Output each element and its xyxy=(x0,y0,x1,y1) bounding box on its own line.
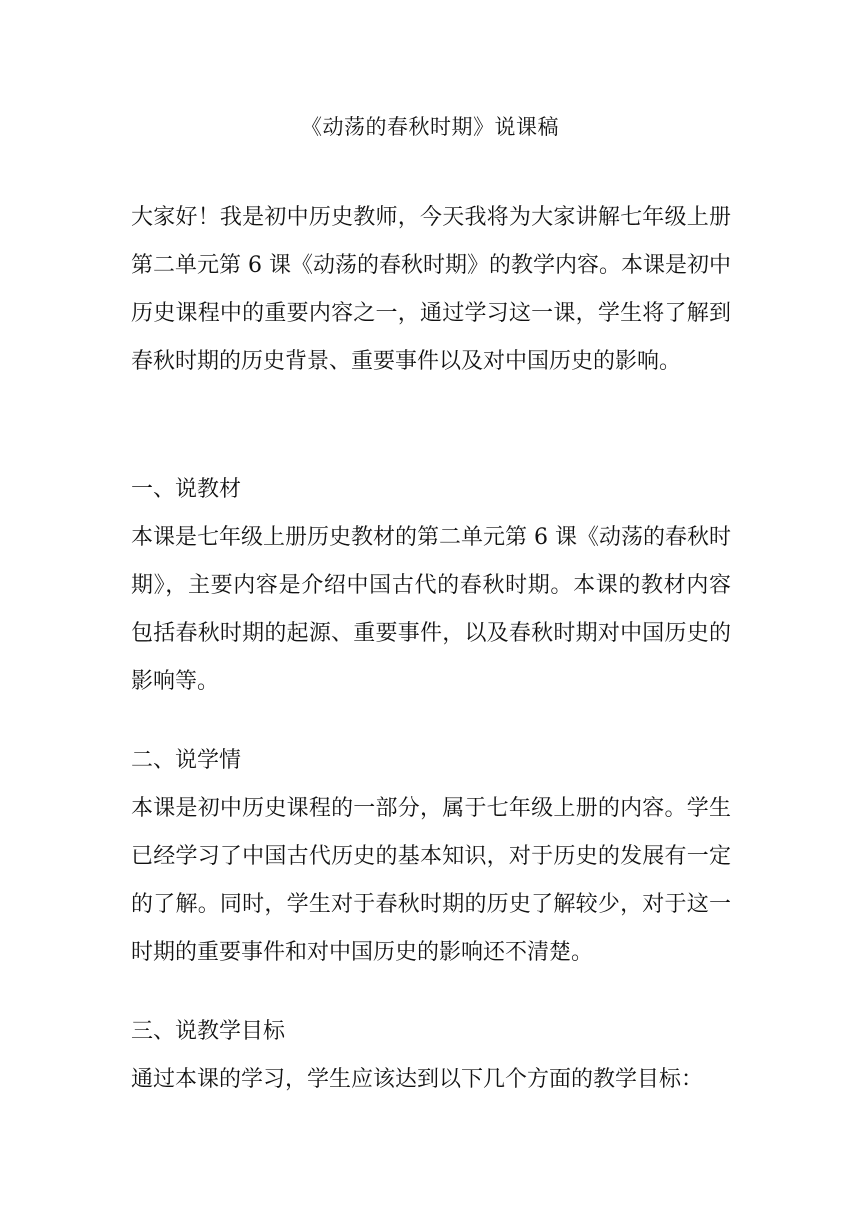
section-heading-student-analysis: 二、说学情 xyxy=(131,748,242,773)
document-title: 《动荡的春秋时期》说课稿 xyxy=(301,115,559,139)
section-heading-textbook: 一、说教材 xyxy=(131,477,242,502)
section-body-student-analysis: 本课是初中历史课程的一部分，属于七年级上册的内容。学生已经学习了中国古代历史的基本知识，对于历史的发展有一定的了解。同时，学生对于春秋时期的历史了解较少，对于这一时期的重要事件和对中国历史的影响还不清楚。 xyxy=(131,796,731,965)
intro-paragraph: 大家好！我是初中历史教师，今天我将为大家讲解七年级上册第二单元第 6 课《动荡的春秋时期》的教学内容。本课是初中历史课程中的重要内容之一，通过学习这一课，学生将了解到春秋时期的历史背景、重要事件以及对中国历史的影响。 xyxy=(131,205,731,374)
section-body-textbook: 本课是七年级上册历史教材的第二单元第 6 课《动荡的春秋时期》，主要内容是介绍中国古代的春秋时期。本课的教材内容包括春秋时期的起源、重要事件，以及春秋时期对中国历史的影响等。 xyxy=(131,525,731,694)
section-body-teaching-goals: 通过本课的学习，学生应该达到以下几个方面的教学目标： xyxy=(131,1067,704,1092)
section-heading-teaching-goals: 三、说教学目标 xyxy=(131,1019,286,1044)
